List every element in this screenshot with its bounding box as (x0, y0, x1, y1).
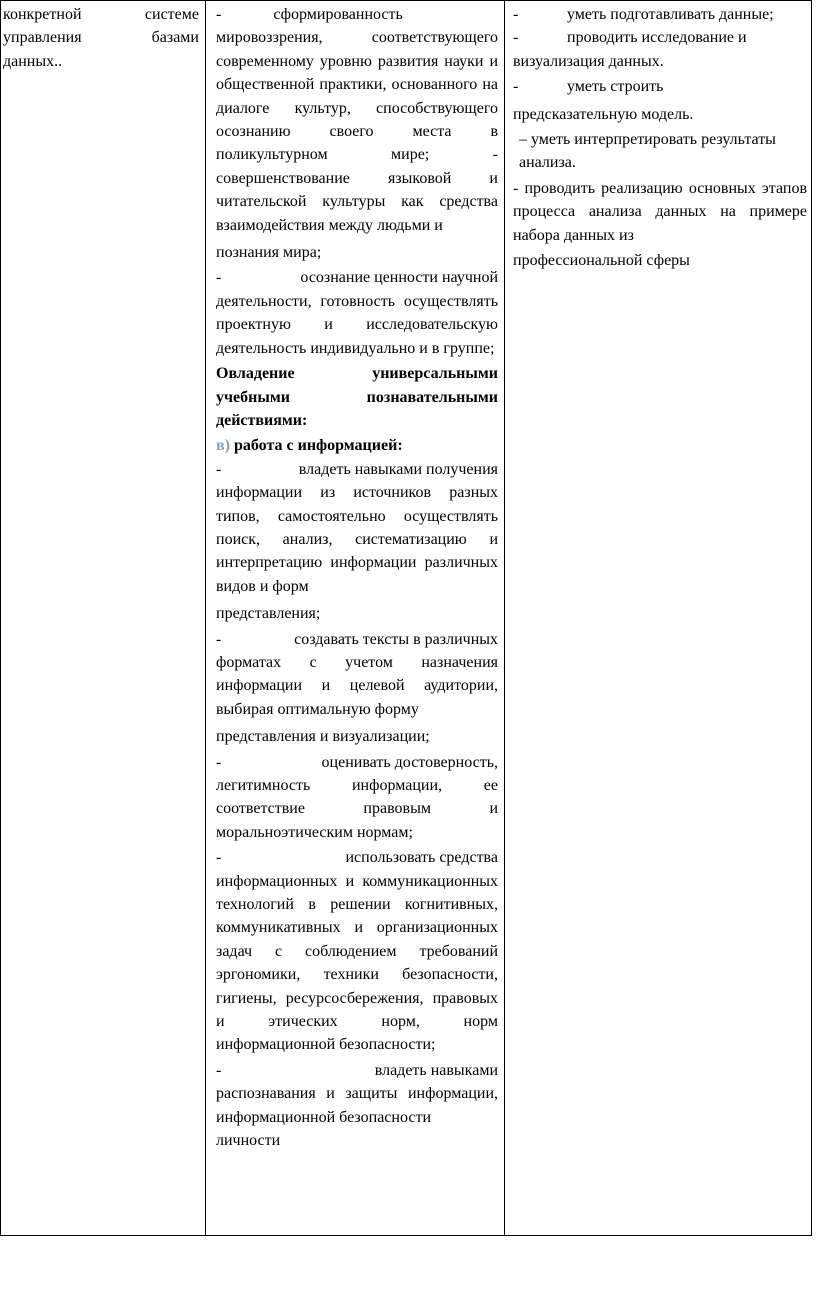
skill-text: уметь строить (567, 78, 664, 96)
topic-line-3: данных.. (3, 52, 63, 70)
skill-item-tail: профессиональной сферы (513, 252, 690, 270)
item-lead: владеть навыками получения (298, 460, 498, 478)
result-item (216, 751, 498, 845)
cell-topic (1, 1, 206, 1236)
item-lead: создавать тексты в различных (294, 630, 498, 648)
skill-text: проводить исследование и (567, 29, 747, 47)
cell-subject-results (505, 1, 812, 1236)
item-text: распознавания и защиты информации, информационной безопасности (216, 1085, 498, 1126)
item-tail: представления и визуализации; (216, 728, 430, 746)
item-tail: представления; (216, 605, 321, 623)
subsection-heading (216, 434, 498, 457)
item-lead: использовать средства (345, 849, 498, 867)
table-row (1, 1, 812, 1236)
skill-text: уметь подготавливать данные; (567, 6, 774, 23)
bullet-dash: - (216, 849, 222, 867)
subsection-title: работа с информацией: (233, 437, 403, 455)
bullet-dash: - (216, 1061, 222, 1079)
item-text: мировоззрения, соответствующего современному уровню развития науки и общественной практики, основанного на диалоге культур, способствующего осознанию своего места в поликультурном мире; - совершенствование языковой и читательской культуры как средства взаимодействия между людьми и (216, 29, 498, 234)
skill-item: – уметь интерпретировать результаты анализа. (519, 131, 776, 172)
result-item (216, 846, 498, 1057)
skill-item (513, 26, 807, 73)
item-text: информации из источников разных типов, самостоятельно осуществлять поиск, анализ, систематизацию и интерпретацию информации различных видов и форм (216, 484, 498, 595)
item-tail: личности (216, 1132, 281, 1150)
result-item (216, 266, 498, 360)
bullet-dash: - (216, 630, 222, 648)
cell-personal-results (206, 1, 505, 1236)
bullet-dash: - (513, 6, 519, 23)
topic-line-1: конкретной системе (3, 6, 199, 23)
result-item (216, 458, 498, 626)
bullet-dash: - (513, 29, 519, 47)
subsection-marker: в) (216, 437, 230, 455)
bullet-dash: - (216, 269, 222, 287)
item-lead: владеть навыками (374, 1061, 498, 1079)
item-tail: познания мира; (216, 244, 322, 262)
item-lead: оценивать достоверность, (321, 753, 498, 771)
skill-text-cont: предсказательную модель. (513, 105, 694, 123)
item-text: деятельности, готовность осуществлять проектную и исследовательскую деятельность индивидуально и в группе; (216, 292, 498, 357)
item-lead: осознание ценности научной (300, 269, 498, 287)
item-text: легитимность информации, ее соответствие правовым и моральноэтическим нормам; (216, 777, 498, 841)
section-heading: Овладение универсальными учебными познавательными действиями: (216, 365, 498, 429)
skill-item: - проводить реализацию основных этапов процесса анализа данных на примере набора данных из (513, 179, 807, 244)
skill-item (513, 75, 807, 126)
item-text: форматах с учетом назначения информации и целевой аудитории, выбирая оптимальную форму (216, 653, 498, 718)
topic-line-2: управления базами (3, 29, 199, 47)
result-item (216, 3, 498, 264)
skill-item (513, 3, 807, 26)
bullet-dash: - (513, 78, 519, 96)
bullet-dash: - (216, 460, 222, 478)
item-lead: сформированность (273, 6, 403, 23)
result-item (216, 628, 498, 749)
item-text: информационных и коммуникационных технологий в решении когнитивных, коммуникативных и организационных задач с соблюдением требований эргономики, техники безопасности, гигиены, ресурсосбережения, правовых и этических норм, норм информационной безопасности; (216, 872, 498, 1054)
result-item (216, 1059, 498, 1153)
bullet-dash: - (216, 753, 222, 771)
bullet-dash: - (216, 6, 222, 23)
skill-text-cont: визуализация данных. (513, 52, 664, 70)
